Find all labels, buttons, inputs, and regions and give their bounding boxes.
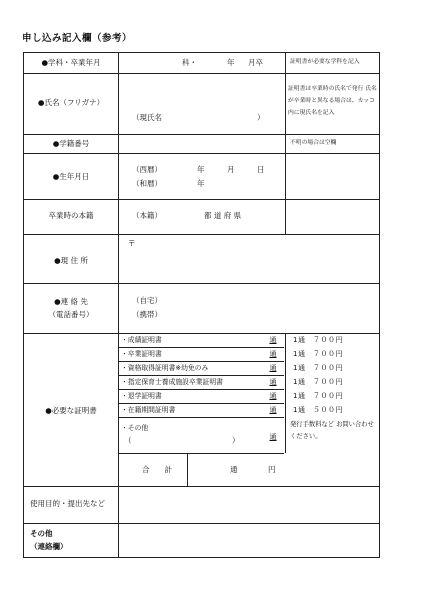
contact-mobile: （携帯）	[132, 310, 162, 319]
certificate-name: ・資格取得証明書※幼免のみ	[121, 364, 209, 372]
certificate-price: 1通 ５００円	[293, 406, 343, 414]
total-yen-unit: 円	[268, 465, 276, 474]
remarks-label: その他	[30, 529, 53, 538]
domicile-prefix: （本籍）	[132, 211, 162, 220]
certificate-copies[interactable]: 通	[269, 336, 277, 344]
contact-home: （自宅）	[132, 296, 162, 305]
birth-western: （西暦）	[132, 165, 162, 174]
certificate-price: 1通 ７００円	[293, 364, 343, 372]
name-note: 証明書は卒業時の氏名で発行 氏名が卒業時と異なる場合は、カッコ内に現氏名を記入	[288, 86, 377, 116]
certificate-name: ・在籍期間証明書	[121, 406, 176, 414]
purpose-label: 使用目的・提出先など	[30, 499, 105, 508]
total-copies-unit: 通	[230, 465, 238, 474]
remarks-sublabel: （連絡欄）	[30, 542, 68, 551]
total-label: 合 計	[142, 465, 172, 474]
domicile-label: 卒業時の本籍	[48, 211, 94, 220]
certificate-copies[interactable]: 通	[269, 378, 277, 386]
certificates-label: ●必要な証明書	[45, 406, 97, 415]
certificate-name: ・退学証明書	[121, 392, 162, 400]
name-label: ●氏名（フリガナ）	[37, 98, 105, 107]
certificate-name: ・卒業証明書	[121, 350, 162, 358]
student-id-note: 不明の場合は空欄	[290, 140, 337, 146]
address-label: ●現 住 所	[54, 256, 88, 265]
faculty-dept-suffix: 科・	[182, 58, 197, 67]
other-open-paren: （	[124, 436, 132, 445]
certificate-copies[interactable]: 通	[269, 406, 277, 414]
birth-year-unit-2: 年	[197, 179, 205, 188]
page-title: 申し込み記入欄（参考）	[22, 33, 133, 44]
faculty-month-unit: 月卒	[248, 58, 263, 67]
certificate-price: 1通 ７００円	[293, 392, 343, 400]
contact-label: ●連 絡 先	[54, 297, 88, 306]
certificate-name: ・成績証明書	[121, 336, 162, 344]
current-name-label: （現氏名	[132, 113, 162, 122]
student-id-label: ●学籍番号	[52, 139, 90, 148]
other-close-paren: ）	[232, 436, 240, 445]
faculty-label: ●学科・卒業年月	[41, 58, 101, 67]
current-name-close: ）	[257, 113, 265, 122]
certificate-copies[interactable]: 通	[269, 350, 277, 358]
contact-sublabel: （電話番号）	[48, 310, 94, 319]
birth-year-unit: 年	[197, 165, 205, 174]
birth-japanese: （和暦）	[132, 179, 162, 188]
certificate-copies[interactable]: 通	[269, 364, 277, 372]
application-form	[23, 52, 380, 558]
domicile-prefecture: 都 道 府 県	[204, 211, 242, 220]
certificate-price: 1通 ７００円	[293, 378, 343, 386]
other-copies[interactable]: 通	[269, 433, 277, 441]
faculty-year-unit: 年	[227, 58, 235, 67]
postal-mark: 〒	[128, 239, 136, 248]
other-certificate-label: ・その他	[121, 424, 149, 432]
certificate-copies[interactable]: 通	[269, 392, 277, 400]
certificate-name: ・指定保育士養成施設卒業証明書	[121, 378, 223, 386]
other-note: 発行手数料など お問い合わせください。	[290, 421, 374, 440]
certificate-price: 1通 ７００円	[293, 336, 343, 344]
birth-day-unit: 日	[257, 165, 265, 174]
birth-label: ●生年月日	[52, 172, 90, 181]
faculty-note: 証明書が必要な学科を記入	[290, 59, 360, 65]
birth-month-unit: 月	[227, 165, 235, 174]
certificate-price: 1通 ７００円	[293, 350, 343, 358]
